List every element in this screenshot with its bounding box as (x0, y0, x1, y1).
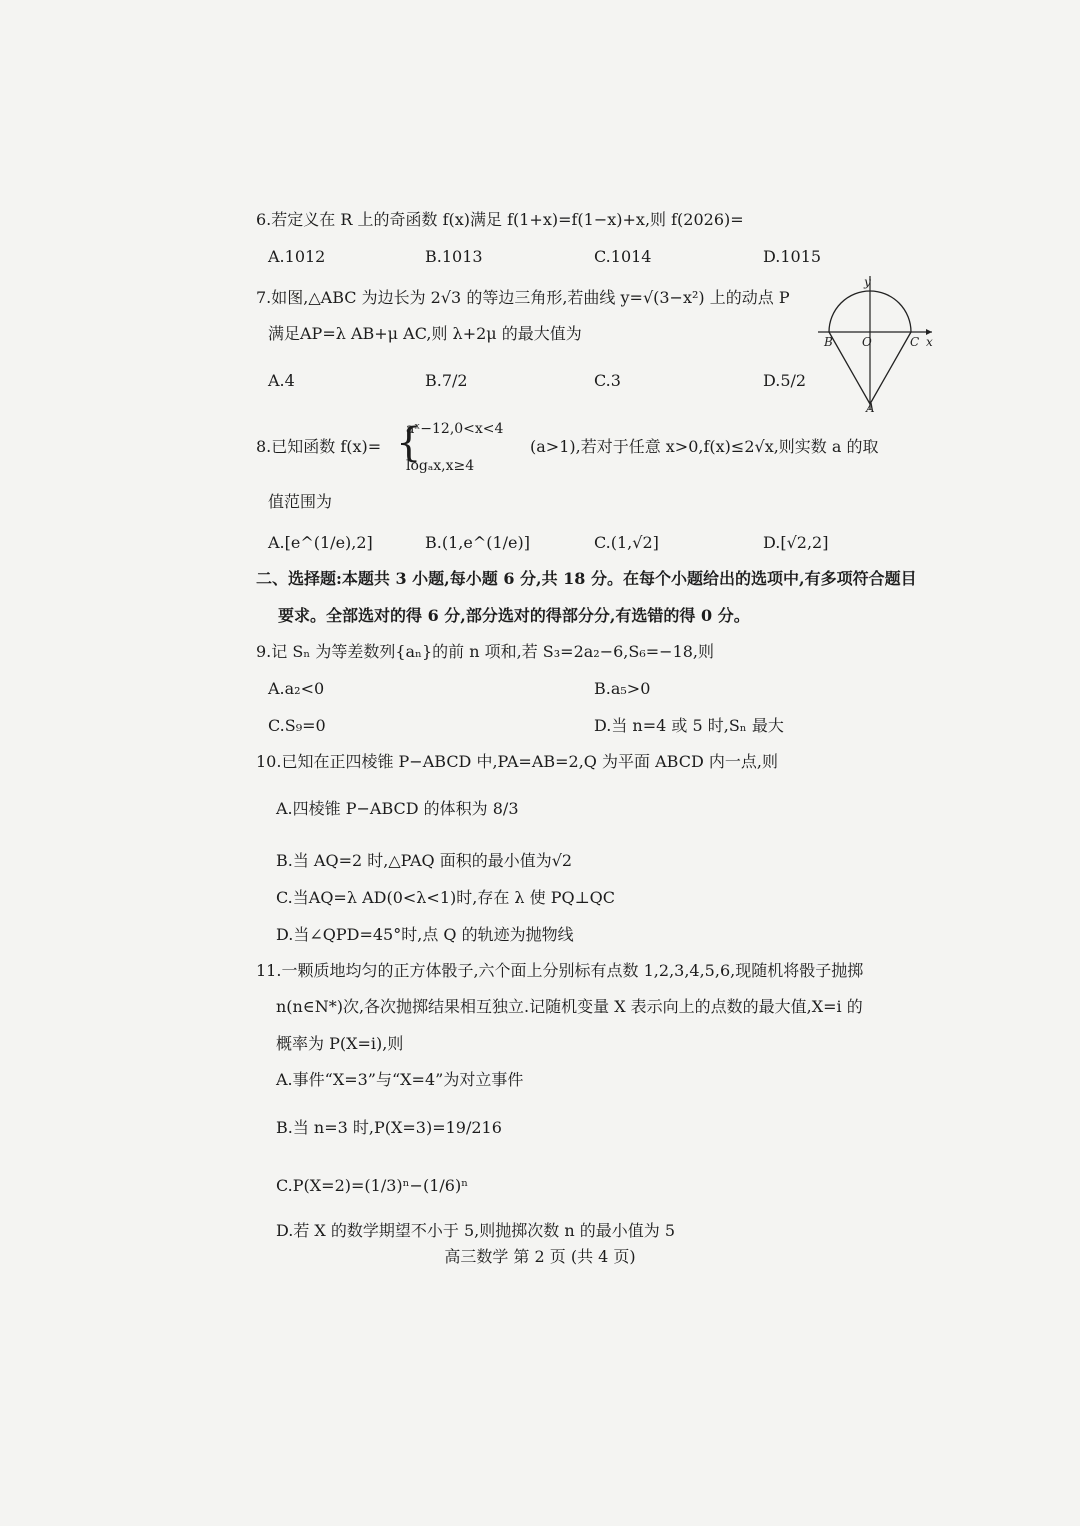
q11-stem-line3: 概率为 P(X=i),则 (276, 1034, 404, 1053)
section2-line2: 要求。全部选对的得 6 分,部分选对的得部分分,有选错的得 0 分。 (278, 606, 750, 625)
q7-option-b: B.7/2 (425, 371, 468, 390)
q8-option-d: D.[√2,2] (763, 533, 829, 552)
q7-option-c: C.3 (594, 371, 621, 390)
label-x: x (926, 335, 933, 349)
q7-option-a: A.4 (268, 371, 295, 390)
q11-option-b: B.当 n=3 时,P(X=3)=19/216 (276, 1118, 502, 1137)
q8-brace: { (396, 420, 422, 466)
q8-option-b: B.(1,e^(1/e)] (425, 533, 530, 552)
q10-option-c: C.当AQ=λ AD(0<λ<1)时,存在 λ 使 PQ⊥QC (276, 888, 616, 907)
q9-option-c: C.S₉=0 (268, 716, 326, 735)
q8-piece2: logₐx,x≥4 (406, 458, 475, 474)
q10-stem: 10.已知在正四棱锥 P−ABCD 中,PA=AB=2,Q 为平面 ABCD 内一点,则 (256, 752, 778, 771)
q10-option-d: D.当∠QPD=45°时,点 Q 的轨迹为抛物线 (276, 925, 574, 944)
section2-line1: 二、选择题:本题共 3 小题,每小题 6 分,共 18 分。在每个小题给出的选项中,有多项符合题目 (256, 569, 917, 588)
q8-stem-suffix: (a>1),若对于任意 x>0,f(x)≤2√x,则实数 a 的取 (530, 437, 879, 456)
q10-option-b: B.当 AQ=2 时,△PAQ 面积的最小值为√2 (276, 851, 573, 870)
q6-option-b: B.1013 (425, 247, 483, 266)
label-o: O (862, 335, 872, 349)
q9-stem: 9.记 Sₙ 为等差数列{aₙ}的前 n 项和,若 S₃=2a₂−6,S₆=−18,则 (256, 642, 715, 661)
q9-option-b: B.a₅>0 (594, 679, 651, 698)
label-y: y (864, 275, 871, 289)
label-a: A (866, 401, 875, 414)
q8-option-c: C.(1,√2] (594, 533, 659, 552)
q8-option-a: A.[e^(1/e),2] (268, 533, 373, 552)
page-footer: 高三数学 第 2 页 (共 4 页) (444, 1247, 636, 1266)
q11-option-d: D.若 X 的数学期望不小于 5,则抛掷次数 n 的最小值为 5 (276, 1221, 676, 1240)
q6-option-c: C.1014 (594, 247, 652, 266)
label-c: C (910, 335, 920, 349)
q11-option-a: A.事件“X=3”与“X=4”为对立事件 (276, 1070, 524, 1089)
q10-option-a: A.四棱锥 P−ABCD 的体积为 8/3 (276, 799, 519, 818)
label-b: B (824, 335, 833, 349)
q6-option-d: D.1015 (763, 247, 822, 266)
q9-option-a: A.a₂<0 (268, 679, 325, 698)
q7-stem-line2: 满足AP=λ AB+μ AC,则 λ+2μ 的最大值为 (268, 324, 582, 343)
q8-stem-line2: 值范围为 (268, 492, 333, 511)
q8-piece1: aˣ−12,0<x<4 (406, 421, 504, 437)
q11-option-c: C.P(X=2)=(1/3)ⁿ−(1/6)ⁿ (276, 1176, 469, 1195)
q8-stem-prefix: 8.已知函数 f(x)= (256, 437, 382, 456)
q6-option-a: A.1012 (268, 247, 326, 266)
q11-stem-line2: n(n∈N*)次,各次抛掷结果相互独立.记随机变量 X 表示向上的点数的最大值,X=i 的 (276, 997, 863, 1016)
q9-option-d: D.当 n=4 或 5 时,Sₙ 最大 (594, 716, 784, 735)
q11-stem-line1: 11.一颗质地均匀的正方体骰子,六个面上分别标有点数 1,2,3,4,5,6,现随机将骰子抛掷 (256, 961, 864, 980)
q6-stem: 6.若定义在 R 上的奇函数 f(x)满足 f(1+x)=f(1−x)+x,则 f(2026)= (256, 210, 744, 229)
q7-stem-line1: 7.如图,△ABC 为边长为 2√3 的等边三角形,若曲线 y=√(3−x²) 上的动点 P (256, 288, 790, 307)
q7-figure (810, 272, 940, 414)
q7-option-d: D.5/2 (763, 371, 807, 390)
